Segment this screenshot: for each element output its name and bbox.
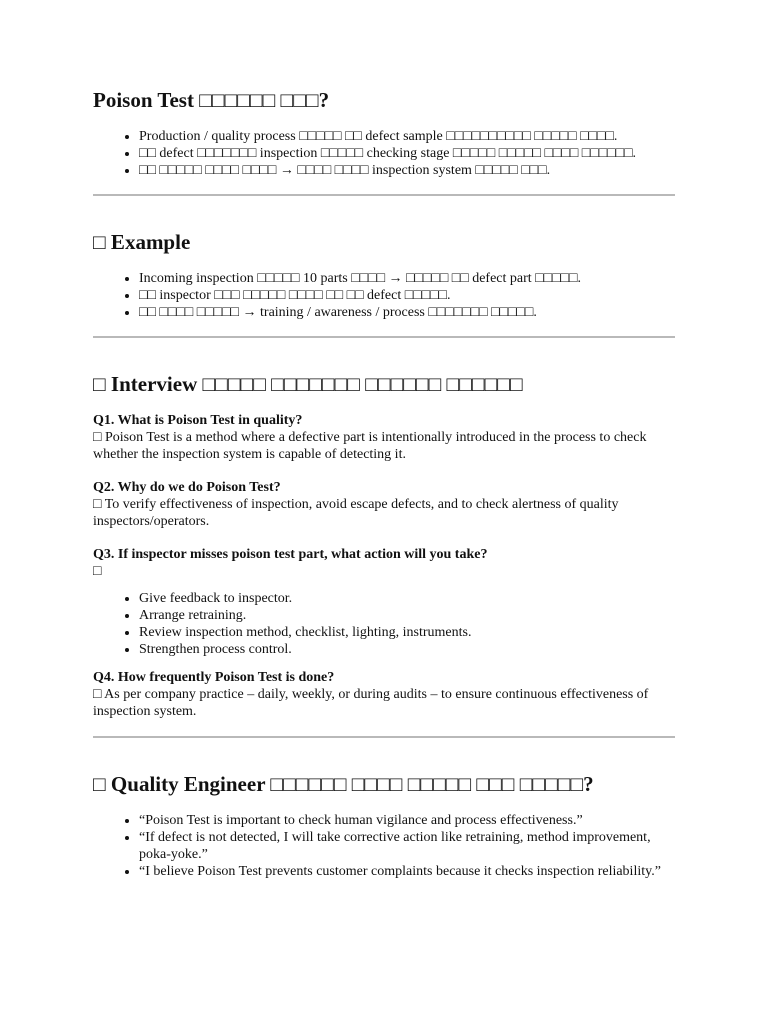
list-item: • “I believe Poison Test prevents customer complaints because it checks inspection reliability.”	[139, 863, 675, 880]
list-item: • □□ defect □□□□□□□ inspection □□□□□ checking stage □□□□□ □□□□□ □□□□ □□□□□□.	[139, 145, 675, 162]
answer: □ To verify effectiveness of inspection, avoid escape defects, and to check alertness of quality inspectors/operators.	[93, 497, 619, 529]
list-item: • “Poison Test is important to check human vigilance and process effectiveness.”	[139, 812, 675, 829]
qa-block-q2	[93, 479, 675, 530]
question: Q3. If inspector misses poison test part, what action will you take?	[93, 547, 488, 562]
list-item: • Incoming inspection □□□□□ 10 parts □□□□ → □□□□□ □□ defect part □□□□□.	[139, 270, 675, 287]
question: Q4. How frequently Poison Test is done?	[93, 670, 335, 685]
answer: □ As per company practice – daily, weekly, or during audits – to ensure continuous effectiveness of inspection system.	[93, 687, 649, 719]
example-list	[93, 270, 675, 321]
question: Q1. What is Poison Test in quality?	[93, 413, 303, 428]
list-item: • Strengthen process control.	[139, 641, 675, 658]
document-content	[93, 86, 675, 890]
list-item: • Arrange retraining.	[139, 607, 675, 624]
qa-block-q1	[93, 412, 675, 463]
qa-block-q3	[93, 546, 675, 580]
list-item: • □□ □□□□ □□□□□ → training / awareness / process □□□□□□□ □□□□□.	[139, 304, 675, 321]
example-heading: □ Example	[93, 230, 191, 254]
list-item: • □□ □□□□□ □□□□ □□□□ → □□□□ □□□□ inspection system □□□□□ □□□.	[139, 162, 675, 179]
answer: □	[93, 564, 102, 579]
list-item: • Production / quality process □□□□□ □□ defect sample □□□□□□□□□□ □□□□□ □□□□.	[139, 128, 675, 145]
list-item: • “If defect is not detected, I will take corrective action like retraining, method improvement, poka-yoke.”	[139, 829, 675, 863]
qe-heading: □ Quality Engineer □□□□□□ □□□□ □□□□□ □□□ □□□□□?	[93, 772, 594, 796]
qa-block-q4	[93, 669, 675, 720]
intro-list	[93, 128, 675, 179]
interview-heading: □ Interview □□□□□ □□□□□□□ □□□□□□ □□□□□□	[93, 372, 523, 396]
list-item: • □□ inspector □□□ □□□□□ □□□□ □□ □□ defect □□□□□.	[139, 287, 675, 304]
answer: □ Poison Test is a method where a defective part is intentionally introduced in the process to check whether the inspection system is capable of detecting it.	[93, 430, 647, 462]
list-item: • Review inspection method, checklist, lighting, instruments.	[139, 624, 675, 641]
question: Q2. Why do we do Poison Test?	[93, 480, 281, 495]
q3-action-list	[93, 590, 675, 658]
list-item: • Give feedback to inspector.	[139, 590, 675, 607]
intro-heading: Poison Test □□□□□□ □□□?	[93, 88, 330, 112]
qe-quote-list	[93, 812, 675, 880]
